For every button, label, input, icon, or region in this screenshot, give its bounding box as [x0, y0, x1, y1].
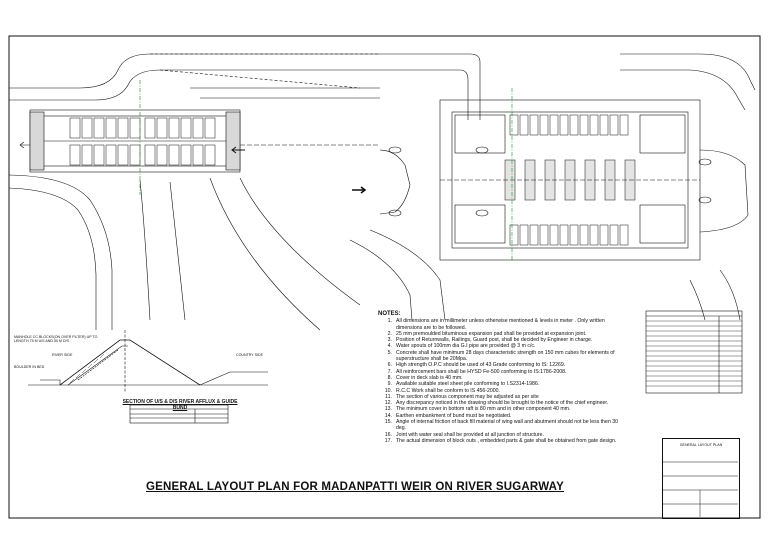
note-number: 15. [384, 419, 392, 426]
right-weir-plan [350, 54, 755, 320]
legend-table-frame [646, 311, 742, 393]
note-text: Concrete shall have minimum 28 days characteristic strength on 150 mm cubes for elements of superstructure shall be 20Mpa. [396, 349, 615, 363]
left-weir-plan [9, 54, 380, 330]
note-text: High strength O.P.C should be used of 43 Grade conforming to IS: 12269. [396, 362, 566, 369]
note-number: 4. [387, 343, 392, 350]
note-number: 9. [387, 381, 392, 388]
note-number: 2. [387, 330, 392, 337]
note-text: Cover in deck slab is 40 mm. [396, 374, 463, 381]
note-number: 16. [384, 431, 392, 438]
section-title: SECTION OF U/S & D/S RIVER AFFLUX & GUIDE BUND [122, 399, 238, 411]
note-text: Water spouts of 100mm dia G.I pipe are provided @ 3 m c/c. [396, 343, 536, 350]
note-item [378, 419, 626, 432]
note-number: 10. [384, 387, 392, 394]
note-number: 12. [384, 400, 392, 407]
note-number: 7. [387, 368, 392, 375]
river-side-label: RIVER SIDE [52, 353, 73, 357]
notes-list [378, 318, 626, 444]
note-number: 11. [385, 393, 392, 400]
note-number: 14. [384, 412, 392, 419]
note-text: Joint with water seal shall be provided at all junction of structure. [396, 431, 544, 438]
sheet-border [9, 36, 760, 518]
note-number: 1. [387, 318, 392, 325]
title-block [662, 438, 740, 519]
note-number: 13. [384, 406, 392, 413]
note-text: The actual dimension of block outs , embedded parts & gate shall be obtained from gate design. [396, 437, 617, 444]
notes-block [378, 311, 626, 444]
filter-label: MANHOLE CC BLOCKS(ON OVER FILTER) UP TO LENGTH 75 M U/S AND 50 M D/S [14, 335, 98, 344]
note-item [378, 350, 626, 363]
boulder-label: BOULDER IN BED [14, 365, 45, 369]
title-block-line: GENERAL LAYOUT PLAN [679, 443, 723, 447]
note-text: Angle of internal friction of back fill material of wing wall and abutment should not be less then 30 deg. [396, 419, 619, 432]
drawing-title: GENERAL LAYOUT PLAN FOR MADANPATTI WEIR ON RIVER SUGARWAY [146, 481, 564, 493]
note-text: Position of Returnwalls, Railings, Guard post, shall be decided by Engineer in charge. [396, 337, 593, 344]
note-item [378, 438, 626, 444]
note-number: 8. [387, 374, 392, 381]
note-text: All reinforcement bars shall be HYSD Fe-500 conforming to IS:1786-2008. [396, 368, 567, 375]
notes-heading: NOTES: [378, 311, 401, 317]
note-text: Earthen embankment of bund must be negotiated. [396, 412, 512, 419]
note-text: Available suitable steel sheet pile conforming to I.S2314-1986. [396, 381, 540, 388]
note-text: 25 mm premoulded bituminous expansion pad shall be provided at expansion joint. [396, 330, 587, 337]
note-number: 17. [384, 437, 392, 444]
note-number: 5. [387, 349, 392, 356]
note-number: 6. [387, 362, 392, 369]
note-text: Any discrepancy noticed in the drawing should be brought to the notice of the chief engineer. [396, 400, 609, 407]
note-text: R.C.C Work shall be conform to IS 456-2000. [396, 387, 500, 394]
note-text: The section of various component may be adjusted as per site [396, 393, 539, 400]
note-text: All dimensions are in millimeter unless otherwise mentioned & levels in meter . Only written dimensions are to be followed. [396, 318, 605, 331]
note-text: The minimum cover in bottom raft is 80 mm and in other component 40 mm. [396, 406, 571, 413]
country-side-label: COUNTRY SIDE [236, 353, 264, 357]
note-item [378, 318, 626, 331]
note-number: 3. [387, 337, 392, 344]
